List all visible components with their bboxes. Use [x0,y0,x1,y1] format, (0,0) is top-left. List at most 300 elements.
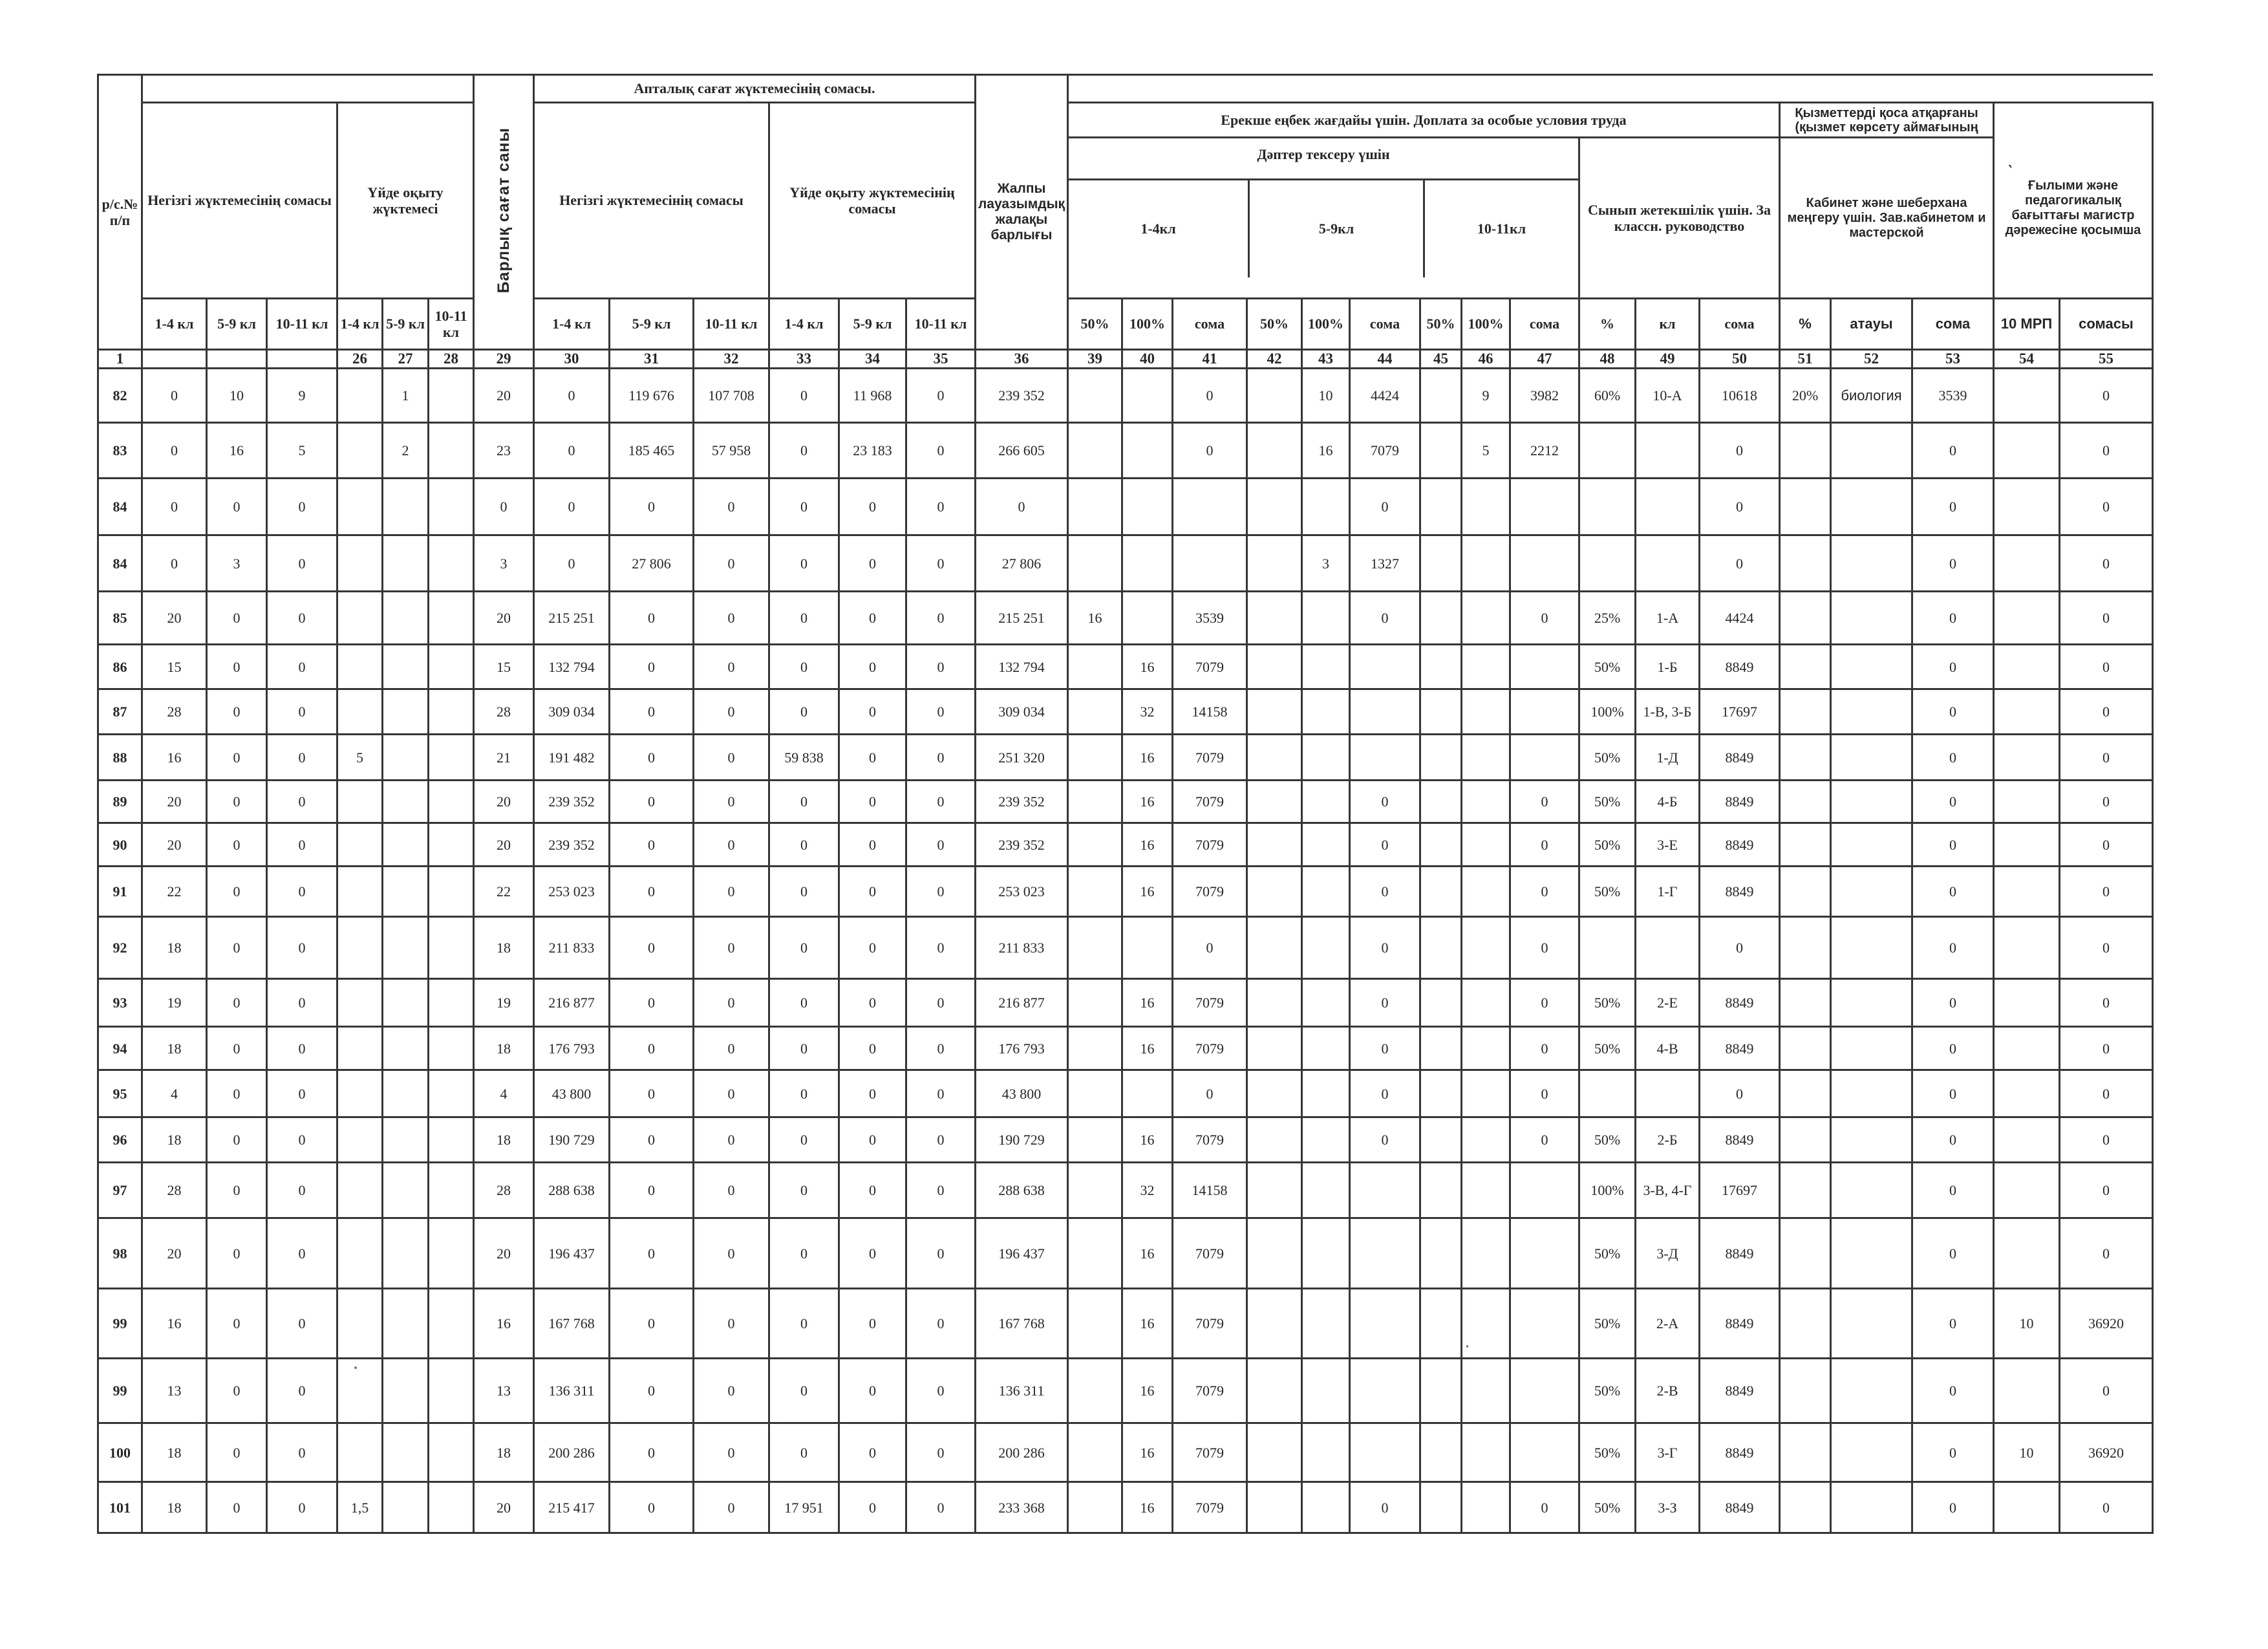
table-cell [1780,1163,1831,1218]
table-cell [1510,1218,1579,1289]
table-cell: 0 [839,823,906,867]
header-weekly-load-sum: Апталық сағат жүктемесінің сомасы. [534,75,976,103]
column-number: 46 [1462,350,1510,369]
table-cell: 8849 [1700,1117,1780,1163]
table-cell: 8849 [1700,823,1780,867]
table-cell: 0 [142,369,207,423]
row-number-cell: 92 [98,917,142,979]
table-cell: 7079 [1173,645,1247,689]
table-cell: 3 [474,535,534,592]
table-cell [1994,867,2060,917]
table-row [98,1482,2153,1533]
table-cell: 0 [1350,592,1420,645]
table-cell: 0 [839,867,906,917]
table-cell: 132 794 [976,645,1068,689]
table-cell: 0 [694,979,769,1027]
table-cell: 200 286 [976,1423,1068,1482]
table-cell [1247,689,1302,735]
table-cell [1302,823,1350,867]
table-cell [1994,689,2060,735]
table-cell [1831,689,1912,735]
table-cell [1636,423,1700,479]
table-cell [383,917,429,979]
table-cell: 0 [694,1482,769,1533]
table-cell [1994,369,2060,423]
table-cell [1122,535,1173,592]
table-cell: 0 [839,1289,906,1359]
column-number: 40 [1122,350,1173,369]
table-cell [1780,1117,1831,1163]
table-cell: 0 [267,1027,337,1070]
scan-speck [1466,1345,1468,1348]
table-row [98,1359,2153,1423]
table-cell: 0 [207,735,267,781]
table-cell [1831,781,1912,823]
header-weekly-home-sum: Үйде оқыту жүктемесінің сомасы [769,103,976,299]
table-cell: 0 [610,781,694,823]
table-cell [1780,479,1831,535]
table-cell [1780,823,1831,867]
table-cell: 0 [694,645,769,689]
table-cell: 176 793 [976,1027,1068,1070]
table-cell: 0 [2060,645,2153,689]
table-cell: 0 [1510,781,1579,823]
table-cell [1302,735,1350,781]
table-cell [1247,1289,1302,1359]
table-cell: 10-А [1636,369,1700,423]
table-cell [383,1423,429,1482]
table-cell: 16 [1122,1218,1173,1289]
table-cell: 8849 [1700,1482,1780,1533]
table-cell: 50% [1579,645,1636,689]
table-cell [337,917,383,979]
table-cell: 20 [142,781,207,823]
table-cell: 0 [1350,979,1420,1027]
table-cell [383,781,429,823]
table-cell: 0 [610,867,694,917]
table-cell: 0 [267,979,337,1027]
table-cell: 0 [906,1218,976,1289]
table-cell: 0 [839,1070,906,1117]
table-cell [1068,1070,1122,1117]
table-cell: 0 [906,1359,976,1423]
header-combined-duties: Қызметтерді қоса атқарғаны (қызмет көрсету аймағының [1780,103,1994,138]
table-cell [1462,1163,1510,1218]
table-cell [337,689,383,735]
table-cell [1350,1423,1420,1482]
row-number-cell: 83 [98,423,142,479]
table-cell: 0 [694,823,769,867]
table-cell: 0 [267,689,337,735]
header-base-load-sum: Негізгі жүктемесінің сомасы [142,103,337,299]
table-cell: 0 [694,1218,769,1289]
table-cell: 0 [1912,1359,1994,1423]
table-cell [1636,917,1700,979]
table-cell: 0 [207,1070,267,1117]
table-cell: 0 [2060,479,2153,535]
table-cell: 20 [142,592,207,645]
table-cell: 0 [1700,1070,1780,1117]
table-cell [1994,645,2060,689]
table-cell: 0 [906,867,976,917]
table-cell: 0 [694,1359,769,1423]
table-cell [1831,1070,1912,1117]
table-cell [1780,1482,1831,1533]
table-cell: 0 [1912,823,1994,867]
table-cell [1247,592,1302,645]
table-cell: 3539 [1912,369,1994,423]
table-cell: 0 [906,979,976,1027]
table-cell: 0 [694,1117,769,1163]
table-cell [429,369,474,423]
table-cell: 0 [610,689,694,735]
table-cell: 0 [2060,1163,2153,1218]
column-number: 52 [1831,350,1912,369]
table-cell: 0 [839,917,906,979]
header-weekly-base-sum: Негізгі жүктемесінің сомасы [534,103,769,299]
column-number: 30 [534,350,610,369]
table-cell [1462,1027,1510,1070]
table-cell: 5 [267,423,337,479]
table-cell [1510,479,1579,535]
table-cell [429,979,474,1027]
table-cell: 18 [142,1423,207,1482]
table-cell: 0 [769,979,839,1027]
table-cell: 20 [474,1218,534,1289]
table-cell: 20 [474,781,534,823]
table-cell: 211 833 [534,917,610,979]
table-cell: 0 [769,689,839,735]
table-cell: 16 [142,735,207,781]
table-cell: 4 [142,1070,207,1117]
table-cell: 4424 [1350,369,1420,423]
table-cell: 0 [207,1289,267,1359]
table-cell: 0 [474,479,534,535]
table-cell: 0 [769,1218,839,1289]
subheader-row: 1-4 кл 5-9 кл 10-11 кл 1-4 кл 5-9 кл 10-11 кл 1-4 кл 5-9 кл 10-11 кл 1-4 кл 5-9 кл 10-11 кл 50% 100% сома 50% 100% сома 50% 100% сома % кл сома % атауы сома 10 МРП сомасы [98,299,2153,350]
table-cell: 3 [207,535,267,592]
table-cell: 0 [207,917,267,979]
table-cell: 32 [1122,689,1173,735]
column-number [267,350,337,369]
table-cell: 0 [610,1070,694,1117]
table-cell [337,1117,383,1163]
column-number: 44 [1350,350,1420,369]
table-cell: 22 [142,867,207,917]
table-cell [1831,917,1912,979]
header-blank-left [142,75,474,103]
column-number [142,350,207,369]
table-cell: 215 251 [534,592,610,645]
row-number-cell: 97 [98,1163,142,1218]
row-number-cell: 84 [98,535,142,592]
table-cell [1302,1070,1350,1117]
table-cell [337,1027,383,1070]
table-cell [1420,369,1462,423]
table-cell [1247,823,1302,867]
table-cell: 0 [1350,1070,1420,1117]
table-cell: 0 [610,645,694,689]
table-cell: 0 [207,645,267,689]
table-cell: 0 [2060,1117,2153,1163]
table-cell [1579,423,1636,479]
table-cell [1831,423,1912,479]
table-cell: 0 [769,867,839,917]
table-cell: 18 [142,1117,207,1163]
table-cell: 0 [839,1359,906,1423]
table-cell: 0 [839,735,906,781]
table-cell: 0 [1912,1117,1994,1163]
table-cell [337,645,383,689]
table-cell: 0 [1912,1423,1994,1482]
table-cell: 7079 [1173,867,1247,917]
table-cell: 9 [1462,369,1510,423]
table-cell: 27 806 [610,535,694,592]
table-cell: 2-Е [1636,979,1700,1027]
table-cell [429,1218,474,1289]
table-cell: 7079 [1173,781,1247,823]
table-cell: 196 437 [976,1218,1068,1289]
table-cell: 0 [906,1070,976,1117]
table-cell: 0 [906,479,976,535]
table-cell: 32 [1122,1163,1173,1218]
column-number: 55 [2060,350,2153,369]
table-cell: 18 [474,1117,534,1163]
table-cell: 0 [207,1218,267,1289]
table-cell: 0 [839,645,906,689]
table-row [98,1423,2153,1482]
table-cell: 8849 [1700,1359,1780,1423]
table-row [98,1027,2153,1070]
table-cell [1831,867,1912,917]
table-cell: 25% [1579,592,1636,645]
table-cell: 167 768 [534,1289,610,1359]
table-cell [1068,1163,1122,1218]
header-cabinet-mgmt: Кабинет және шеберхана меңгеру үшін. Зав.кабинетом и мастерской [1780,138,1994,299]
table-cell [1350,645,1420,689]
table-cell: 50% [1579,867,1636,917]
table-cell [1420,1027,1462,1070]
table-cell [1122,423,1173,479]
table-cell: 0 [769,1027,839,1070]
row-number-cell: 86 [98,645,142,689]
table-cell: 36920 [2060,1289,2153,1359]
table-cell: 0 [610,917,694,979]
table-cell: 0 [694,1289,769,1359]
table-cell: 200 286 [534,1423,610,1482]
table-cell: 0 [769,645,839,689]
table-cell: 136 311 [976,1359,1068,1423]
table-cell: 0 [694,735,769,781]
column-number: 51 [1780,350,1831,369]
table-cell: 7079 [1173,979,1247,1027]
table-cell: 0 [207,689,267,735]
table-cell [1510,1423,1579,1482]
table-cell: 0 [267,1117,337,1163]
table-cell [1247,1423,1302,1482]
table-cell: 8849 [1700,1289,1780,1359]
table-cell [1247,735,1302,781]
table-cell [383,645,429,689]
table-cell [1068,1359,1122,1423]
header-grade-5-9: 5-9кл [1250,180,1425,277]
table-cell: 233 368 [976,1482,1068,1533]
table-cell: 0 [1912,1027,1994,1070]
table-cell: 0 [1912,1163,1994,1218]
table-cell [429,1163,474,1218]
table-cell: 0 [694,479,769,535]
column-number: 39 [1068,350,1122,369]
table-cell [337,423,383,479]
table-cell [1420,1423,1462,1482]
table-cell: 0 [839,1117,906,1163]
table-cell: 288 638 [534,1163,610,1218]
table-cell: 10 [1994,1423,2060,1482]
table-cell: 0 [769,1359,839,1423]
table-cell [1350,1218,1420,1289]
table-cell: 59 838 [769,735,839,781]
table-cell [1350,735,1420,781]
table-cell: 15 [474,645,534,689]
table-cell: 50% [1579,1359,1636,1423]
table-cell: 18 [142,1027,207,1070]
table-cell [429,1482,474,1533]
table-cell [1510,645,1579,689]
table-cell: 9 [267,369,337,423]
row-number-cell: 82 [98,369,142,423]
table-cell: 239 352 [534,823,610,867]
table-cell: 17 951 [769,1482,839,1533]
table-row [98,1218,2153,1289]
table-cell [1420,423,1462,479]
table-cell: 2-А [1636,1289,1700,1359]
table-cell [1780,689,1831,735]
table-cell: 7079 [1350,423,1420,479]
table-cell: 0 [610,479,694,535]
table-cell: 0 [769,535,839,592]
table-cell [429,917,474,979]
table-cell: 0 [267,479,337,535]
table-cell: 3982 [1510,369,1579,423]
table-cell [429,592,474,645]
table-row [98,1163,2153,1218]
table-cell: 3-Г [1636,1423,1700,1482]
table-cell: 7079 [1173,1117,1247,1163]
table-cell: 0 [1350,1482,1420,1533]
science-mark: ‵ [2009,163,2012,178]
table-cell: 266 605 [976,423,1068,479]
table-cell: 50% [1579,735,1636,781]
table-cell [1247,1359,1302,1423]
table-cell: 0 [1912,979,1994,1027]
table-cell: 0 [906,1027,976,1070]
table-cell: 0 [1912,423,1994,479]
table-cell [1510,1359,1579,1423]
table-cell: 16 [1302,423,1350,479]
table-cell: 0 [1173,917,1247,979]
salary-table [97,74,2154,1534]
table-cell [1579,1070,1636,1117]
row-number-cell: 95 [98,1070,142,1117]
table-cell: 0 [2060,592,2153,645]
table-cell: 0 [534,369,610,423]
table-cell: 0 [207,867,267,917]
table-cell [1780,867,1831,917]
table-cell [429,1359,474,1423]
table-cell: 20 [474,1482,534,1533]
table-cell: 185 465 [610,423,694,479]
table-cell [1420,1117,1462,1163]
table-cell: 0 [1350,1117,1420,1163]
table-cell [1247,979,1302,1027]
table-cell [1994,1070,2060,1117]
table-cell: 0 [906,781,976,823]
column-number: 31 [610,350,694,369]
table-cell: 0 [207,1359,267,1423]
table-cell: 0 [1510,592,1579,645]
table-row [98,979,2153,1027]
table-cell [1780,781,1831,823]
table-cell [1302,592,1350,645]
table-cell: 132 794 [534,645,610,689]
table-cell [337,823,383,867]
table-cell [1994,1359,2060,1423]
table-cell [1302,781,1350,823]
table-cell [1068,479,1122,535]
table-cell: 0 [610,1027,694,1070]
table-row [98,1117,2153,1163]
table-row [98,1289,2153,1359]
table-cell [1462,1070,1510,1117]
table-cell: 239 352 [976,369,1068,423]
table-cell [1462,479,1510,535]
table-cell: 0 [1912,867,1994,917]
table-cell [1994,917,2060,979]
header-notebook-check: Дәптер тексеру үшін 1-4кл 5-9кл 10-11кл [1068,138,1579,299]
column-number: 28 [429,350,474,369]
table-cell: 18 [474,917,534,979]
table-cell: 0 [839,479,906,535]
table-cell: 16 [1122,1117,1173,1163]
table-cell: 0 [694,1163,769,1218]
table-cell [1068,823,1122,867]
table-cell [1068,1289,1122,1359]
table-cell [1780,1027,1831,1070]
table-cell: 0 [694,1070,769,1117]
column-number: 43 [1302,350,1350,369]
table-cell [1831,479,1912,535]
table-cell [429,1423,474,1482]
row-number-cell: 100 [98,1423,142,1482]
table-cell [1122,1070,1173,1117]
table-cell: 0 [1510,917,1579,979]
table-cell: 0 [839,1163,906,1218]
table-cell: 7079 [1173,1359,1247,1423]
table-cell [429,1027,474,1070]
table-cell: 8849 [1700,735,1780,781]
table-cell: 0 [906,423,976,479]
table-cell: 0 [694,689,769,735]
table-cell [1780,592,1831,645]
table-cell [337,1423,383,1482]
table-cell: 36920 [2060,1423,2153,1482]
header-master-degree: ‵ Ғылыми және педагогикалық бағыттағы магистр дәрежесіне қосымша [1994,103,2153,299]
table-cell [1068,1423,1122,1482]
table-cell [1247,1117,1302,1163]
table-cell [337,867,383,917]
table-cell: 20 [474,823,534,867]
table-cell: 0 [694,917,769,979]
